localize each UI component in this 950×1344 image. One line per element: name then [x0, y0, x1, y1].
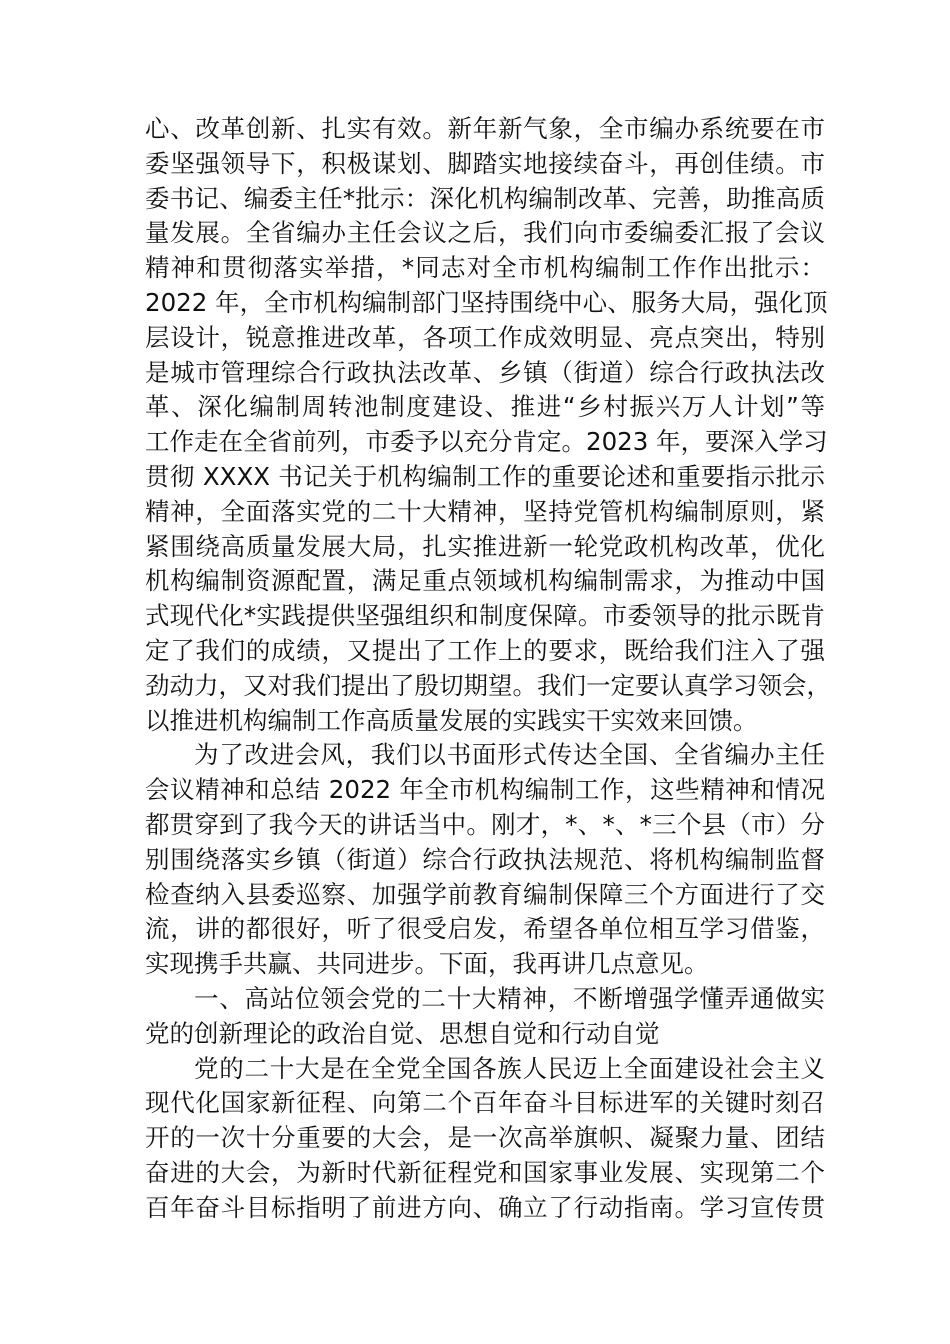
text-line: 开的一次十分重要的大会，是一次高举旗帜、凝聚力量、团结 [145, 1123, 825, 1153]
text-line: 劲动力，又对我们提出了殷切期望。我们一定要认真学习领会， [145, 670, 831, 700]
text-line: 流，讲的都很好，听了很受启发，希望各单位相互学习借鉴， [145, 914, 825, 944]
text-line: 贯彻 XXXX 书记关于机构编制工作的重要论述和重要指示批示 [145, 461, 825, 491]
paragraph-2 [145, 738, 825, 982]
text-line: 2022 年，全市机构编制部门坚持围绕中心、服务大局，强化顶 [145, 287, 828, 317]
text-line: 量发展。全省编办主任会议之后，我们向市委编委汇报了会议 [145, 218, 825, 248]
text-line: 精神，全面落实党的二十大精神，坚持党管机构编制原则，紧 [145, 496, 825, 526]
text-line: 紧围绕高质量发展大局，扎实推进新一轮党政机构改革，优化 [145, 531, 825, 561]
text-line: 是城市管理综合行政执法改革、乡镇（街道）综合行政执法改 [145, 357, 825, 387]
text-line: 委书记、编委主任*批示：深化机构编制改革、完善，助推高质 [145, 183, 825, 213]
text-line: 精神和贯彻落实举措，*同志对全市机构编制工作作出批示： [145, 253, 825, 283]
text-line: 为了改进会风，我们以书面形式传达全国、全省编办主任 [194, 740, 825, 770]
heading-line: 党的创新理论的政治自觉、思想自觉和行动自觉 [145, 1018, 660, 1048]
text-line: 检查纳入县委巡察、加强学前教育编制保障三个方面进行了交 [145, 879, 825, 909]
text-line: 现代化国家新征程、向第二个百年奋斗目标进军的关键时刻召 [145, 1088, 825, 1118]
paragraph-3 [145, 1052, 825, 1226]
text-line: 党的二十大是在全党全国各族人民迈上全面建设社会主义 [194, 1053, 825, 1083]
text-line: 革、深化编制周转池制度建设、推进“乡村振兴万人计划”等 [145, 392, 825, 422]
text-line: 工作走在全省前列，市委予以充分肯定。2023 年，要深入学习 [145, 427, 828, 457]
text-line: 奋进的大会，为新时代新征程党和国家事业发展、实现第二个 [145, 1157, 825, 1187]
text-line: 以推进机构编制工作高质量发展的实践实干实效来回馈。 [145, 705, 758, 735]
heading-line: 一、高站位领会党的二十大精神，不断增强学懂弄通做实 [194, 983, 825, 1013]
text-line: 机构编制资源配置，满足重点领域机构编制需求，为推动中国 [145, 566, 825, 596]
paragraph-1 [145, 112, 831, 738]
text-line: 定了我们的成绩，又提出了工作上的要求，既给我们注入了强 [145, 635, 825, 665]
text-line: 心、改革创新、扎实有效。新年新气象，全市编办系统要在市 [145, 114, 825, 143]
text-line: 百年奋斗目标指明了前进方向、确立了行动指南。学习宣传贯 [145, 1192, 825, 1222]
text-line: 都贯穿到了我今天的讲话当中。刚才，*、*、*三个县（市）分 [145, 809, 825, 839]
text-line: 别围绕落实乡镇（街道）综合行政执法规范、将机构编制监督 [145, 844, 825, 874]
text-line: 实现携手共赢、共同进步。下面，我再讲几点意见。 [145, 949, 709, 979]
text-line: 委坚强领导下，积极谋划、脚踏实地接续奋斗，再创佳绩。市 [145, 148, 825, 178]
text-line: 式现代化*实践提供坚强组织和制度保障。市委领导的批示既肯 [145, 601, 825, 631]
text-line: 层设计，锐意推进改革，各项工作成效明显、亮点突出，特别 [145, 322, 825, 352]
document-body [145, 112, 831, 1226]
text-line: 会议精神和总结 2022 年全市机构编制工作，这些精神和情况 [145, 775, 825, 805]
section-heading-1 [145, 982, 825, 1052]
